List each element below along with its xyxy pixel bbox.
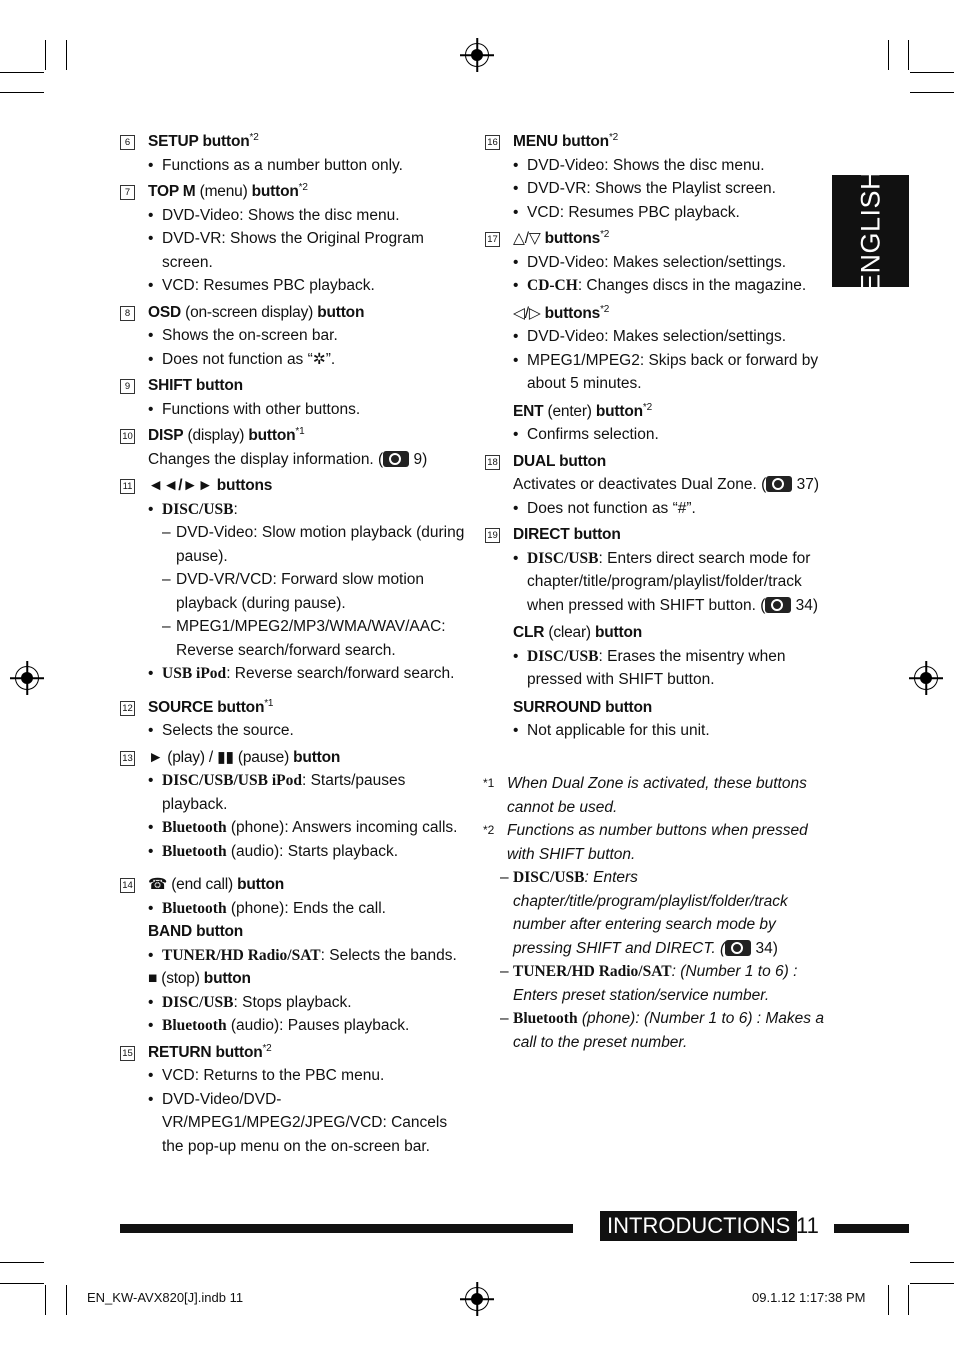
crop-mark: [0, 92, 44, 93]
page-ref: 34): [751, 939, 778, 957]
item-number: 9: [120, 379, 135, 394]
bullet-item: • VCD: Resumes PBC playback.: [148, 274, 468, 298]
page-ref-icon: [766, 476, 792, 492]
source-label: DISC/USB: [513, 869, 585, 886]
bullet-text: (phone): Ends the call.: [226, 899, 386, 917]
page-number: 11: [796, 1213, 819, 1238]
crop-mark: [888, 40, 889, 70]
section-title: ◄◄/►► buttons: [148, 477, 273, 494]
bullet-item: [513, 547, 833, 618]
bullet-item: [148, 897, 468, 921]
footnote-ref: *2: [600, 228, 610, 240]
item-number: 11: [120, 479, 135, 494]
registration-mark-icon: [914, 666, 938, 690]
footnote-text: When Dual Zone is activated, these buttons cannot be used.: [507, 775, 807, 816]
bullet-item: [148, 769, 468, 816]
bullet-item: [148, 840, 468, 864]
page-ref: 9): [409, 450, 428, 468]
dash-item: – MPEG1/MPEG2/MP3/WMA/WAV/AAC: Reverse search/forward search.: [162, 615, 468, 662]
section-shift-button: [118, 374, 468, 421]
item-number: 18: [485, 455, 500, 470]
source-label: USB iPod: [162, 665, 227, 682]
source-label: Bluetooth: [162, 819, 227, 836]
section-end-call-button: [118, 873, 468, 1038]
section-skip-buttons: [118, 474, 468, 686]
subsection-title-note: (enter): [543, 402, 596, 420]
subsection-title: ◁/▷: [513, 304, 545, 322]
page-ref-icon: [725, 940, 751, 956]
section-title-note: (menu): [195, 183, 252, 200]
bullet-item: • Does not function as “✲”.: [148, 348, 468, 372]
footer-rule: [834, 1224, 909, 1233]
footnote-text: Functions as number buttons when pressed with SHIFT button.: [507, 822, 808, 863]
right-column: [483, 130, 833, 746]
crop-mark: [910, 72, 954, 73]
bullet-item: [513, 274, 833, 298]
footnote-ref: *2: [298, 181, 308, 193]
language-tab-label: ENGLISH: [855, 169, 885, 293]
item-number: 10: [120, 429, 135, 444]
bullet-item: [148, 991, 468, 1015]
bullet-text: (audio): Starts playback.: [226, 842, 399, 860]
section-osd-button: [118, 301, 468, 372]
section-title: MENU button: [513, 133, 609, 150]
bullet-text: : Enters direct search mode for chapter/title/program/playlist/folder/track when pressed with SHIFT button. (: [527, 549, 811, 614]
dash-item: – DVD-VR/VCD: Forward slow motion playback (during pause).: [162, 568, 468, 615]
footnote-key: *2: [483, 823, 495, 837]
source-label: DISC/USB: [162, 993, 234, 1011]
bullet-item: • DVD-Video: Shows the disc menu.: [513, 154, 833, 178]
crop-mark: [0, 72, 44, 73]
footnote-dash-item: [483, 1007, 828, 1054]
item-number: 15: [120, 1046, 135, 1061]
footnote-text: : (Number 1 to 6) : Enters preset station/service number.: [513, 963, 798, 1004]
crop-mark: [910, 1283, 954, 1284]
page-ref: 34): [791, 596, 819, 614]
bullet-text: : Reverse search/forward search.: [226, 665, 455, 682]
item-number: 6: [120, 135, 135, 150]
bullet-text: (phone): Answers incoming calls.: [226, 819, 458, 836]
crop-mark: [45, 40, 46, 70]
bullet-text: : Stops playback.: [233, 993, 352, 1011]
print-file-name: EN_KW-AVX820[J].indb 11: [87, 1290, 244, 1305]
crop-mark: [908, 1285, 909, 1315]
section-setup-button: [118, 130, 468, 177]
page-ref: 37): [792, 476, 820, 493]
subsection-title-note: (clear): [544, 624, 595, 641]
bullet-item: • DVD-VR: Shows the Playlist screen.: [513, 177, 833, 201]
crop-mark: [0, 1262, 44, 1263]
bullet-item: [148, 498, 468, 663]
item-number: 14: [120, 878, 135, 893]
section-cursor-buttons: [483, 227, 833, 447]
bullet-text: (audio): Pauses playback.: [226, 1017, 410, 1034]
section-title: OSD: [148, 303, 181, 321]
source-label: Bluetooth: [162, 899, 227, 917]
item-number: 13: [120, 751, 135, 766]
crop-mark: [66, 1285, 67, 1315]
section-title-suffix: button: [317, 303, 365, 321]
bullet-item: • Functions as a number button only.: [148, 154, 468, 178]
dash-item: – DVD-Video: Slow motion playback (during pause).: [162, 521, 468, 568]
footnote-ref: *2: [249, 131, 259, 143]
bullet-item: [148, 662, 468, 686]
source-label: TUNER/HD Radio/SAT: [513, 963, 672, 980]
section-disp-button: [118, 424, 468, 471]
footnote-ref: *2: [600, 303, 610, 315]
bullet-item: • Confirms selection.: [513, 423, 833, 447]
bullet-item: [148, 1014, 468, 1038]
section-title: TOP M: [148, 183, 196, 200]
section-title-suffix: buttons: [544, 230, 601, 247]
crop-mark: [910, 1262, 954, 1263]
section-play-pause-button: [118, 746, 468, 864]
section-label: INTRODUCTIONS: [600, 1211, 797, 1241]
section-title-suffix: button: [293, 748, 341, 766]
page-ref-icon: [765, 597, 791, 613]
bullet-item: • DVD-VR: Shows the Original Program screen.: [148, 227, 468, 274]
footnote: [483, 819, 828, 866]
crop-mark: [908, 40, 909, 70]
source-label: Bluetooth: [162, 1017, 227, 1034]
section-menu-button: [483, 130, 833, 224]
source-label: DISC/USB: [162, 500, 234, 518]
description: Activates or deactivates Dual Zone. (: [513, 476, 767, 493]
section-title: SETUP button: [148, 133, 250, 150]
section-top-menu-button: [118, 180, 468, 298]
bullet-item: • DVD-Video/DVD-VR/MPEG1/MPEG2/JPEG/VCD: Cancels the pop-up menu on the on-screen bar.: [148, 1088, 468, 1159]
subsection-title-suffix: buttons: [544, 304, 601, 322]
section-title-suffix: button: [248, 427, 296, 444]
subsection-title: BAND button: [148, 923, 244, 940]
footnote-text: : Enters chapter/title/program/playlist/folder/track number after entering search mode by pressing SHIFT and DIRECT. (: [513, 869, 788, 957]
item-number: 16: [485, 135, 500, 150]
bullet-item: • DVD-Video: Shows the disc menu.: [148, 204, 468, 228]
subsection-title: CLR: [513, 624, 545, 641]
source-label: Bluetooth: [513, 1010, 578, 1027]
subsection-title-suffix: button: [595, 624, 642, 641]
section-dual-button: [483, 450, 833, 521]
subsection-title: ■ (stop): [148, 970, 204, 987]
footnote: [483, 772, 828, 819]
registration-mark-icon: [465, 1287, 489, 1311]
page-ref-icon: [383, 451, 409, 467]
crop-mark: [910, 92, 954, 93]
footer-rule: [120, 1224, 573, 1233]
section-title: △/▽: [513, 230, 545, 247]
section-title: ☎ (end call): [148, 876, 238, 893]
crop-mark: [66, 40, 67, 70]
footnote-dash-item: [483, 866, 828, 960]
bullet-text: : Erases the misentry when pressed with SHIFT button.: [527, 647, 786, 688]
section-title: SHIFT button: [148, 377, 243, 394]
crop-mark: [0, 1283, 44, 1284]
crop-mark: [45, 1285, 46, 1315]
bullet-item: [513, 645, 833, 692]
section-title: DIRECT button: [513, 526, 621, 543]
bullet-item: • Shows the on-screen bar.: [148, 324, 468, 348]
bullet-item: • Does not function as “#”.: [513, 497, 833, 521]
section-return-button: [118, 1041, 468, 1159]
section-source-button: [118, 696, 468, 743]
registration-mark-icon: [15, 666, 39, 690]
footnotes: [483, 772, 828, 1054]
bullet-text: : Selects the bands.: [320, 946, 457, 964]
left-column: [118, 130, 468, 1161]
footnote-ref: *2: [642, 401, 652, 413]
subsection-title-suffix: button: [595, 402, 643, 420]
description: Changes the display information. (: [148, 450, 384, 468]
source-label: DISC/USB: [527, 647, 599, 665]
footnote-dash-item: [483, 960, 828, 1007]
crop-mark: [888, 1285, 889, 1315]
bullet-item: • DVD-Video: Makes selection/settings.: [513, 251, 833, 275]
source-label: DISC/USB/USB iPod: [162, 772, 302, 789]
footnote-key: *1: [483, 776, 495, 790]
section-title: ► (play) / ▮▮ (pause): [148, 748, 294, 766]
item-number: 17: [485, 232, 500, 247]
subsection-title: ENT: [513, 402, 544, 420]
section-title: SOURCE button: [148, 698, 265, 716]
footnote-text: (phone): (Number 1 to 6) : Makes a call to the preset number.: [513, 1010, 824, 1051]
source-label: TUNER/HD Radio/SAT: [162, 946, 321, 964]
footnote-ref: *2: [262, 1042, 272, 1054]
section-direct-button: [483, 523, 833, 743]
bullet-item: • Functions with other buttons.: [148, 398, 468, 422]
subsection-title-suffix: button: [203, 970, 251, 987]
item-number: 7: [120, 185, 135, 200]
print-timestamp: 09.1.12 1:17:38 PM: [752, 1290, 866, 1305]
footnote-ref: *1: [295, 425, 305, 437]
section-title-note: (display): [183, 427, 249, 444]
separator: :: [233, 500, 238, 518]
source-label: CD-CH: [527, 277, 578, 294]
bullet-item: • VCD: Returns to the PBC menu.: [148, 1064, 468, 1088]
language-tab: [832, 169, 909, 293]
bullet-item: • MPEG1/MPEG2: Skips back or forward by about 5 minutes.: [513, 349, 833, 396]
section-title-suffix: button: [237, 876, 285, 893]
registration-mark-icon: [465, 43, 489, 67]
section-title: DUAL button: [513, 452, 607, 470]
bullet-item: [148, 816, 468, 840]
bullet-item: • VCD: Resumes PBC playback.: [513, 201, 833, 225]
bullet-item: • Not applicable for this unit.: [513, 719, 833, 743]
bullet-text: : Changes discs in the magazine.: [577, 277, 807, 294]
item-number: 8: [120, 306, 135, 321]
section-title-note: (on-screen display): [181, 303, 318, 321]
subsection-title: SURROUND button: [513, 698, 653, 716]
section-title-suffix: button: [251, 183, 299, 200]
source-label: Bluetooth: [162, 842, 227, 860]
source-label: DISC/USB: [527, 549, 599, 567]
bullet-text: : Starts/pauses playback.: [162, 772, 406, 813]
item-number: 12: [120, 701, 135, 716]
section-title: RETURN button: [148, 1043, 263, 1061]
bullet-item: • DVD-Video: Makes selection/settings.: [513, 325, 833, 349]
footnote-ref: *2: [608, 131, 619, 143]
section-title: DISP: [148, 427, 184, 444]
bullet-item: • Selects the source.: [148, 719, 468, 743]
bullet-item: [148, 944, 468, 968]
item-number: 19: [485, 528, 500, 543]
footnote-ref: *1: [264, 697, 274, 709]
